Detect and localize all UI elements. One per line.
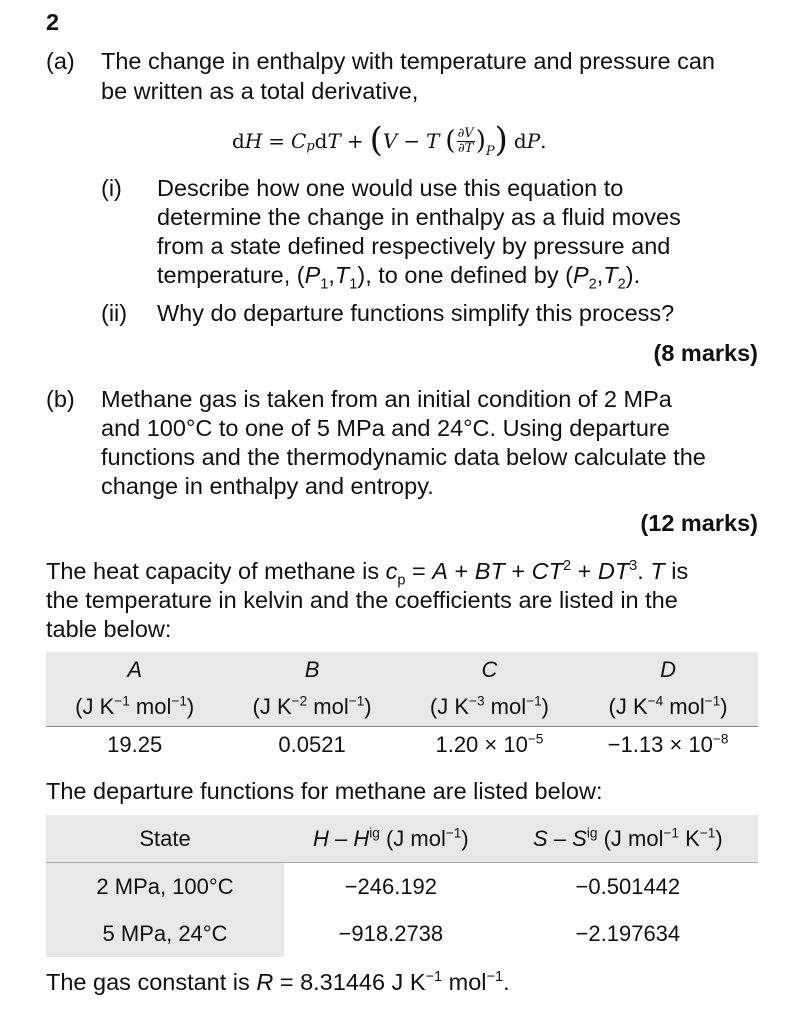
coef-value-c: $1.20 \times 10^{-5}$	[401, 727, 578, 764]
part-b-line1: Methane gas is taken from an initial condition of 2 MPa	[101, 386, 672, 412]
departure-dh: −246.192	[344, 873, 438, 899]
table-row	[46, 688, 758, 727]
gas-constant: The gas constant is R = 8.31446 J $K^{-1}$ mol$^{-1}$.	[46, 969, 510, 995]
departure-ds: −2.197634	[575, 920, 681, 946]
heat-capacity-line3: table below:	[46, 616, 172, 642]
coef-header-b: B	[223, 652, 400, 688]
coef-unit-a: (J $K^{-1}$ mol$^{-1}$)	[46, 688, 223, 727]
coef-header-d: D	[578, 652, 758, 688]
departure-state: 2 MPa, 100°C	[46, 863, 284, 911]
departure-dh: −918.2738	[338, 920, 444, 946]
part-a-i-line3: from a state defined respectively by pressure and	[157, 233, 671, 259]
part-a-text-line1: The change in enthalpy with temperature and pressure can	[101, 48, 715, 74]
part-a-ii-label: (ii)	[101, 300, 128, 326]
table-row	[46, 910, 758, 957]
coef-value-a: 19.25	[46, 727, 223, 764]
table-row	[46, 727, 758, 764]
part-a-i-label: (i)	[101, 175, 122, 201]
coef-unit-b: (J $K^{-2}$ mol$^{-1}$)	[223, 688, 400, 727]
departure-table	[46, 815, 758, 957]
part-a-i-line1: Describe how one would use this equation to	[157, 175, 624, 201]
heat-capacity-line2: the temperature in kelvin and the coefficients are listed in the	[46, 587, 678, 613]
departure-intro: The departure functions for methane are listed below:	[46, 778, 603, 804]
coef-value-d: $-1.13 \times 10^{-8}$	[578, 727, 758, 764]
table-row	[46, 815, 758, 863]
part-a-i-line4: temperature, $(P_1,T_1)$, to one defined by $(P_2,T_2)$.	[157, 262, 641, 293]
departure-state: 5 MPa, 24°C	[46, 910, 284, 957]
coef-header-c: C	[401, 652, 578, 688]
departure-header-ds: S – $S^{ig}$ (J mol$^{-1}$ $K^{-1}$)	[498, 815, 758, 863]
enthalpy-total-derivative-equation: d H = C p d T + ( V − T ( $\frac{\partial V}{\partial T}$ ) P ) d P .	[232, 120, 547, 160]
part-b-marks: (12 marks)	[640, 510, 758, 536]
part-a-i-line2: determine the change in enthalpy as a fluid moves	[157, 204, 681, 230]
part-a-label: (a)	[46, 48, 75, 74]
part-b-line3: functions and the thermodynamic data below calculate the	[101, 444, 706, 470]
part-b-line2: and 100°C to one of 5 MPa and 24°C. Using departure	[101, 415, 670, 441]
departure-header-state: State	[46, 815, 284, 863]
coef-value-b: 0.0521	[223, 727, 400, 764]
coef-unit-d: (J $K^{-4}$ mol$^{-1}$)	[578, 688, 758, 727]
part-a-text-line2: be written as a total derivative,	[101, 78, 419, 104]
table-row	[46, 652, 758, 688]
part-a-ii-text: Why do departure functions simplify this process?	[157, 300, 675, 326]
part-a-marks: (8 marks)	[653, 340, 758, 366]
coef-header-a: A	[46, 652, 223, 688]
table-row	[46, 863, 758, 911]
departure-header-dh: H – $H^{ig}$ (J mol$^{-1}$)	[284, 815, 498, 863]
heat-capacity-line1: The heat capacity of methane is $c_p = A$ + BT + $CT^2 + DT^3$. T is	[46, 558, 689, 589]
part-b-line4: change in enthalpy and entropy.	[101, 473, 434, 499]
part-b-label: (b)	[46, 386, 75, 412]
coef-unit-c: (J $K^{-3}$ mol$^{-1}$)	[401, 688, 578, 727]
departure-ds: −0.501442	[575, 873, 681, 899]
coefficients-table	[46, 652, 758, 763]
question-number: 2	[46, 9, 60, 35]
